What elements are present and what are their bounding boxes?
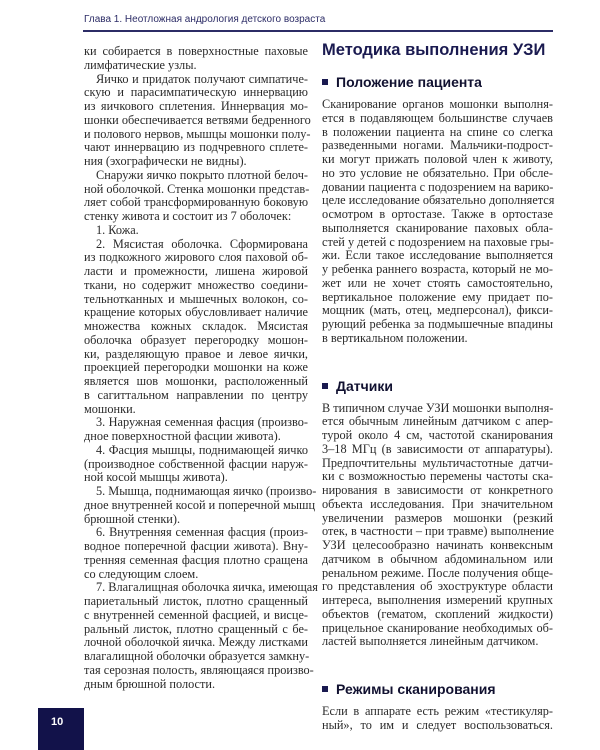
text-line: ткани, но содержит множество соедини-	[84, 277, 308, 292]
subsection-heading	[322, 376, 553, 396]
text-line: осмотром в ортостазе. Также в ортостазе	[322, 207, 553, 221]
text-line: 1. Кожа.	[96, 222, 139, 237]
text-line: рующий ребенка за подмышечные впадины	[322, 317, 553, 331]
text-line: объекта исследования. При значительном	[322, 496, 553, 511]
paragraph	[322, 402, 553, 650]
text-line: стей у детей с подозрением на паховые гры-	[322, 234, 554, 249]
text-line: чают иннервацию из подчревного сплете-	[84, 140, 308, 155]
text-line: ки собирается в поверхностные паховые	[84, 44, 308, 58]
text-line: довании пациента с подозрением на варико-	[322, 179, 554, 194]
text-line: но это условие не обязательно. При обсле-	[322, 165, 553, 180]
square-bullet-icon	[322, 686, 328, 692]
text-line: нирования в зависимости от конкретного	[322, 483, 553, 497]
text-line: 6. Внутренняя семенная фасция (произ-	[96, 525, 308, 540]
text-line: париетальный листок, плотно сращенный	[84, 594, 308, 608]
paragraph	[322, 705, 553, 733]
text-line: из яичкового сплетения. Иннервация мо-	[84, 99, 308, 113]
text-line: жет или не хочет стоять самостоятельно,	[322, 275, 553, 290]
text-line: в положении пациента на спине со слегка	[322, 124, 553, 139]
text-line: В типичном случае УЗИ мошонки выполня-	[322, 400, 554, 415]
square-bullet-icon	[322, 383, 328, 389]
subsection-heading	[322, 72, 553, 92]
text-line: дное поверхностной фасции живота).	[84, 429, 281, 443]
paragraph	[84, 238, 308, 417]
text-line: ния (эхографически не видны).	[84, 154, 247, 168]
text-line: дным брюшной полости.	[84, 676, 216, 691]
text-line: скую и парасимпатическую иннервацию	[84, 85, 308, 100]
text-line: 5. Мышца, поднимающая яичко (произво-	[96, 484, 317, 498]
text-line: тая серозная полость, являющаяся произво-	[84, 662, 314, 677]
text-line: ластей выполняется линейным датчиком.	[322, 634, 539, 649]
text-line: ки, разделяющую правое и левое яички,	[84, 346, 308, 361]
text-line: шонки обеспечивается ветвями бедренного	[84, 112, 311, 127]
text-line: брюшной стенки).	[84, 511, 181, 526]
text-line: влагалищной оболочки образуется замкну-	[84, 649, 310, 663]
text-line: увеличении размеров мошонки (резкий	[322, 510, 553, 525]
subsection-heading	[322, 679, 553, 699]
paragraph	[84, 71, 311, 169]
text-line: Яичко и придаток получают симпатиче-	[96, 71, 308, 86]
text-line: Предпочтительны мультичастотные датчи-	[322, 455, 553, 470]
text-line: го представления об эхоструктуре области	[322, 579, 553, 594]
text-line: лочной оболочкой яичка. Между листками	[84, 635, 308, 650]
text-line: водное поперечной фасции живота). Вну-	[84, 539, 308, 553]
text-line: 3. Наружная семенная фасция (произво-	[96, 415, 308, 430]
text-line: ласти и промежности, лишена жировой	[84, 264, 308, 278]
text-line: мошонки.	[84, 401, 136, 416]
text-line: выполняется сканирование паховых обла-	[322, 220, 553, 235]
text-line: ки с возможностью перемены частоты ска-	[322, 469, 553, 484]
text-line: ной косой мышцы живота).	[84, 470, 228, 485]
text-line: 2. Мясистая оболочка. Сформирована	[96, 236, 308, 251]
text-line: и полового нервов, мышцы мошонки полу-	[84, 126, 311, 141]
running-chapter-title: Глава 1. Неотложная андрология детского возраста	[84, 14, 326, 25]
page-number-box	[38, 708, 84, 750]
paragraph	[322, 98, 553, 346]
text-line: объектов (гематом, скоплений жидкости)	[322, 606, 553, 621]
section-title: Методика выполнения УЗИ	[322, 41, 546, 59]
text-line: проекцией перегородки мошонки на коже	[84, 360, 308, 375]
text-line: ной оболочкой. Стенка мошонки представ-	[84, 181, 310, 196]
text-line: ляет собой трансформированную боковую	[84, 195, 308, 210]
subsection-heading-text: Положение пациента	[336, 74, 482, 90]
text-line: стенку живота и состоит из 7 оболочек:	[84, 209, 292, 223]
text-line: Сканирование органов мошонки выполня-	[322, 97, 553, 111]
text-line: 3–18 МГц (в зависимости от аппаратуры).	[322, 441, 553, 456]
text-line: 7. Влагалищная оболочка яичка, имеющая	[96, 580, 318, 595]
text-line: 4. Фасция мышцы, поднимающей яичко	[96, 442, 308, 457]
text-line: ется в подавляющем большинстве случаев	[322, 110, 553, 125]
paragraph	[84, 526, 308, 581]
paragraph	[84, 484, 317, 526]
left-column	[84, 44, 318, 691]
text-line: ренальном режиме. После получения обще-	[322, 565, 553, 580]
subsection-heading-text: Датчики	[336, 377, 393, 394]
text-line: Снаружи яичко покрыто плотной белоч-	[96, 167, 308, 182]
page-number: 10	[51, 716, 64, 728]
text-line: прицельное сканирование необходимых об-	[322, 620, 553, 635]
text-line: тельнотканных и мышечных волокон, со-	[84, 291, 308, 306]
text-line: лимфатические узлы.	[84, 57, 197, 72]
paragraph	[84, 580, 318, 691]
paragraph	[84, 169, 308, 224]
text-line: тренняя семенная фасция плотно сращена	[84, 552, 308, 567]
text-line: Если в аппарате есть режим «тестикуляр-	[322, 704, 553, 718]
right-column	[322, 41, 555, 733]
text-line: вертикальное положение ему придает по-	[322, 289, 553, 304]
text-line: жи. Если такое исследование выполняется	[322, 248, 553, 263]
text-line: из подкожного жирового слоя паховой об-	[84, 250, 308, 265]
text-line: ный», то им и следует воспользоваться.	[322, 717, 553, 732]
text-line: оболочка образует перегородку мошон-	[84, 332, 308, 347]
paragraph	[84, 45, 308, 73]
text-line: мощник (мать, отец, медперсонал), фикси-	[322, 303, 553, 318]
header-rule	[83, 30, 553, 32]
paragraph	[84, 224, 308, 238]
square-bullet-icon	[322, 79, 328, 85]
text-line: разведенными ногами. Мальчики-подрост-	[322, 138, 553, 153]
text-line: датчиком в обычном абдоминальном или	[322, 551, 553, 566]
paragraph	[84, 416, 308, 444]
text-line: со следующим слоем.	[84, 566, 199, 581]
text-line: ральный листок, плотно сращенный с бе-	[84, 621, 308, 636]
paragraph	[84, 444, 308, 485]
text-line: является шов мошонки, расположенный	[84, 374, 308, 388]
text-line: кращение которых обусловливает наличие	[84, 305, 308, 320]
text-line: отек, в частности – при травме) выполнение	[322, 524, 554, 539]
text-line: целе исследование обязательно дополняется	[322, 193, 555, 208]
text-line: (производное собственной фасции наруж-	[84, 456, 308, 471]
text-line: интереса, выполнения измерений крупных	[322, 593, 553, 607]
text-line: с внутренней семенной фасцией, и висце-	[84, 607, 308, 622]
text-line: турой около 4 см, частотой сканирования	[322, 428, 553, 442]
subsection-heading-text: Режимы сканирования	[336, 681, 496, 697]
text-line: множества кожных складок. Мясистая	[84, 319, 308, 333]
text-line: в вертикальном положении.	[322, 330, 468, 345]
text-line: ки могут прижать половой член к животу,	[322, 152, 553, 166]
text-line: у ребенка раннего возраста, который не мо-	[322, 262, 553, 276]
text-line: УЗИ целесообразно начинать конвексным	[322, 538, 553, 552]
text-line: в сагиттальном направлении по центру	[84, 387, 308, 402]
text-line: ется обычным линейным датчиком с апер-	[322, 414, 553, 429]
text-line: дное внутренней косой и поперечной мышц	[84, 497, 316, 512]
